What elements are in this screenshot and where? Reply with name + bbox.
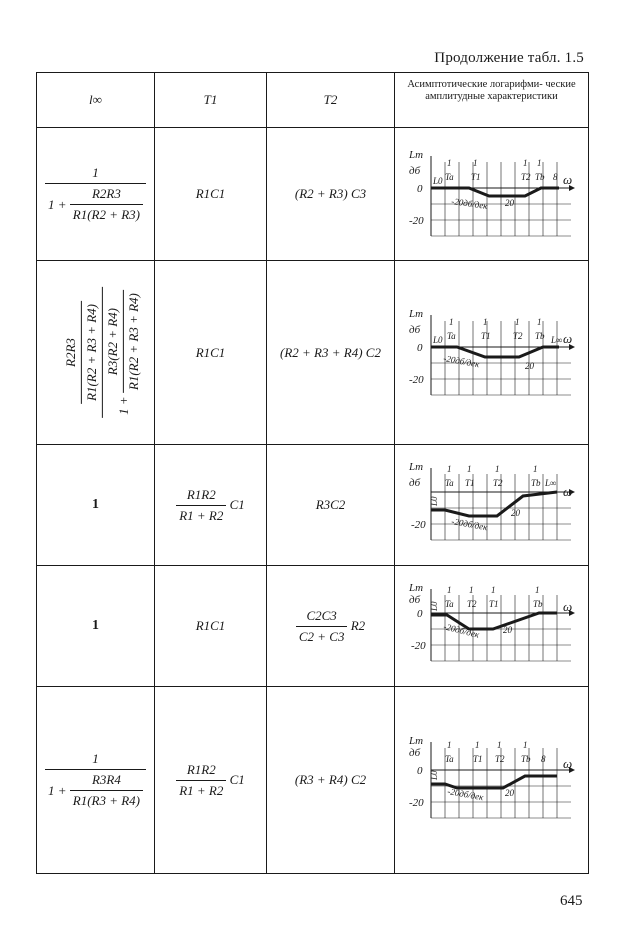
svg-text:-20: -20 — [410, 519, 426, 531]
svg-text:Lm: Lm — [408, 149, 423, 161]
svg-text:T2: T2 — [492, 478, 503, 488]
svg-text:L∞: L∞ — [550, 334, 562, 345]
svg-text:1: 1 — [536, 316, 541, 327]
cell-t2: (R3 + R4) C2 — [267, 687, 395, 874]
header-description: Асимптотические логарифми- ческие амплитудные характеристики — [395, 73, 589, 128]
svg-text:T1: T1 — [488, 599, 499, 609]
svg-text:1: 1 — [522, 158, 527, 168]
cell-l-inf: R2R3 R1(R2 + R3 + R4) 1 + R3(R2 + R4) R1(R2 + R3 + R4) — [37, 261, 155, 445]
svg-text:Tb: Tb — [534, 330, 545, 341]
svg-text:Tb: Tb — [532, 599, 543, 609]
svg-text:0: 0 — [416, 341, 422, 354]
svg-text:-20: -20 — [410, 640, 426, 652]
svg-text:Ta: Ta — [444, 599, 454, 609]
svg-text:дб: дб — [408, 477, 420, 489]
lm-graph — [407, 460, 577, 550]
svg-text:1: 1 — [472, 158, 477, 168]
svg-text:0: 0 — [416, 183, 422, 195]
svg-text:-20дб/дек: -20дб/дек — [446, 786, 484, 803]
cell-graph — [395, 687, 589, 874]
table-row — [37, 261, 589, 445]
svg-text:L0: L0 — [428, 496, 439, 506]
svg-text:T1: T1 — [472, 754, 483, 764]
svg-text:0: 0 — [416, 765, 422, 777]
svg-text:Tb: Tb — [530, 478, 541, 488]
svg-text:L0: L0 — [432, 176, 443, 186]
svg-text:Ta: Ta — [444, 172, 454, 182]
svg-text:20: 20 — [510, 508, 520, 518]
cell-l-inf: 1 — [37, 445, 155, 566]
svg-text:-20дб/дек: -20дб/дек — [442, 621, 480, 640]
svg-text:Tb: Tb — [534, 172, 545, 182]
cell-graph — [395, 445, 589, 566]
svg-text:-20: -20 — [408, 215, 424, 227]
svg-text:0: 0 — [416, 608, 422, 620]
svg-text:Lm: Lm — [408, 461, 423, 473]
svg-text:Ta: Ta — [444, 754, 454, 764]
svg-text:-20дб/дек: -20дб/дек — [450, 196, 488, 212]
svg-text:20: 20 — [504, 788, 514, 798]
svg-text:1: 1 — [496, 740, 501, 750]
cell-t1: $\frac{R1R2}{R1 + R2}$ C1 — [155, 445, 267, 566]
svg-text:T2: T2 — [520, 172, 531, 182]
svg-text:1: 1 — [536, 158, 541, 168]
svg-text:Lm: Lm — [408, 735, 423, 747]
svg-text:дб: дб — [408, 747, 420, 759]
table-row — [37, 687, 589, 874]
svg-text:1: 1 — [474, 740, 479, 750]
svg-text:Lm: Lm — [408, 582, 423, 594]
cell-l-inf: 1 1 + $\frac{R2R3}{R1(R2 + R3)}$ — [37, 128, 155, 261]
cell-l-inf: 1 1 + $\frac{R3R4}{R1(R3 + R4)}$ — [37, 687, 155, 874]
svg-text:1: 1 — [494, 464, 499, 474]
svg-text:1: 1 — [534, 585, 539, 595]
cell-t2: $\frac{C2C3}{C2 + C3}$ R2 — [267, 566, 395, 687]
table-row — [37, 566, 589, 687]
cell-l-inf: 1 — [37, 566, 155, 687]
cell-graph — [395, 128, 589, 261]
svg-text:1: 1 — [482, 316, 487, 327]
svg-text:дб: дб — [408, 165, 420, 177]
cell-graph — [395, 261, 589, 445]
lm-graph — [407, 303, 577, 403]
svg-text:1: 1 — [514, 316, 519, 327]
svg-text:-20дб/дек: -20дб/дек — [442, 352, 480, 369]
header-row — [37, 73, 589, 128]
cell-t1: R1C1 — [155, 261, 267, 445]
svg-text:ω: ω — [562, 599, 572, 614]
svg-text:дб: дб — [408, 594, 420, 606]
cell-t2: R3C2 — [267, 445, 395, 566]
svg-text:T2: T2 — [466, 599, 477, 609]
svg-text:-20дб/дек: -20дб/дек — [450, 516, 488, 533]
cell-t1: R1C1 — [155, 128, 267, 261]
svg-text:T1: T1 — [470, 172, 481, 182]
svg-text:L0: L0 — [432, 334, 443, 345]
cell-t1: R1C1 — [155, 566, 267, 687]
svg-text:T2: T2 — [494, 754, 505, 764]
svg-text:1: 1 — [466, 464, 471, 474]
svg-text:20: 20 — [524, 360, 534, 371]
svg-text:20: 20 — [504, 198, 514, 208]
header-t2: T2 — [267, 73, 395, 128]
svg-text:ω: ω — [562, 330, 572, 346]
svg-text:1: 1 — [446, 740, 451, 750]
svg-text:T1: T1 — [464, 478, 475, 488]
svg-text:ω: ω — [562, 484, 572, 499]
cell-graph — [395, 566, 589, 687]
svg-text:1: 1 — [532, 464, 537, 474]
cell-t1: $\frac{R1R2}{R1 + R2}$ C1 — [155, 687, 267, 874]
svg-text:L0: L0 — [428, 770, 439, 780]
svg-text:1: 1 — [522, 740, 527, 750]
cell-t2: (R2 + R3) C3 — [267, 128, 395, 261]
svg-text:1: 1 — [468, 585, 473, 595]
svg-text:-20: -20 — [408, 797, 424, 809]
svg-text:Ta: Ta — [446, 330, 456, 341]
lm-graph — [407, 581, 577, 671]
table-row — [37, 128, 589, 261]
svg-text:ω: ω — [562, 756, 572, 771]
svg-text:L∞: L∞ — [544, 478, 556, 488]
svg-text:T2: T2 — [512, 330, 523, 341]
svg-text:1: 1 — [446, 464, 451, 474]
svg-text:1: 1 — [490, 585, 495, 595]
lm-graph — [407, 730, 577, 830]
svg-text:Ta: Ta — [444, 478, 454, 488]
transfer-table — [36, 72, 589, 874]
svg-text:20: 20 — [502, 625, 512, 635]
cell-t2: (R2 + R3 + R4) C2 — [267, 261, 395, 445]
svg-text:8: 8 — [552, 172, 557, 182]
svg-text:-20: -20 — [408, 373, 424, 386]
svg-text:ω: ω — [562, 172, 572, 187]
header-l-inf: l∞ — [37, 73, 155, 128]
svg-text:дб: дб — [408, 323, 420, 336]
lm-graph — [407, 144, 577, 244]
svg-text:L0: L0 — [428, 601, 439, 611]
svg-text:1: 1 — [446, 585, 451, 595]
page-number: 645 — [560, 893, 583, 909]
table-row — [37, 445, 589, 566]
svg-text:T1: T1 — [480, 330, 491, 341]
svg-text:1: 1 — [448, 316, 453, 327]
svg-text:Tb: Tb — [520, 754, 531, 764]
svg-text:Lm: Lm — [408, 307, 423, 320]
svg-text:8: 8 — [540, 754, 545, 764]
header-t1: T1 — [155, 73, 267, 128]
table-caption: Продолжение табл. 1.5 — [434, 50, 584, 66]
svg-text:1: 1 — [446, 158, 451, 168]
